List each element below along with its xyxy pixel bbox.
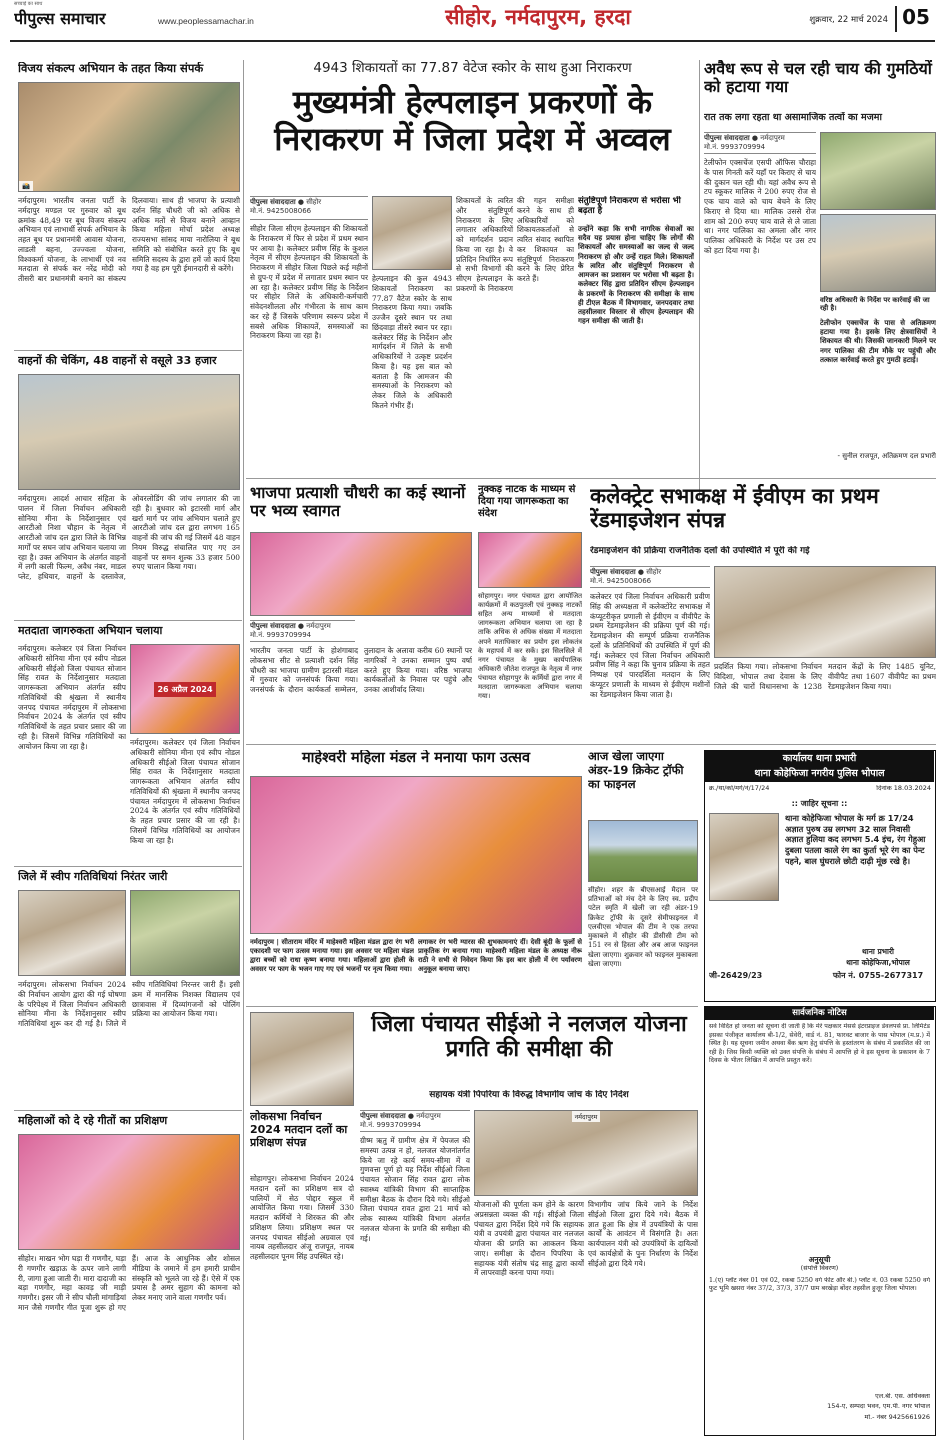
lead-byline-row: पीपुल्स संवाददाता ● सीहोर: [250, 198, 322, 206]
chai-body: टेलीफोन एक्सचेंज एसपी ऑफिस चौराहा के पास गिनती करें यहाँ पर किराए से चाय की दुकान चल रही थी। यहां अवैध रूप से टप स्कूकर मालिक ने 200 रुपए रोज से एक चाय वाले को चाय बेचने के लिए किराए से दिया था। मालिक उससे रोज शाम को 200 रुपए चाय वाले से ले जाता था। नगर पालिका का अमला और नगर पालिका अधिकारी के निर्देश पर उस टप को हटा दिया गया है।: [704, 158, 816, 255]
page-number: 05: [895, 6, 935, 32]
byline-mobile: मो.नं. 9425008066: [590, 577, 652, 585]
awareness-headline: मतदाता जागरुकता अभियान चलाया: [18, 624, 163, 637]
awareness-body-left: नर्मदापुरम। कलेक्टर एवं जिला निर्वाचन अधिकारी सोनिया मीना एवं स्वीप नोडल अधिकारी सीईओ जिला पंचायत सोजान सिंह रावत के निर्देशानुसार मतदाता जागरूकता अभियान अंतर्गत स्वीप गतिविधियों की श्रृंखला में स्थानीय जनपद पंचायत नर्मदापुरम में लोकसभा निर्वाचन 2024 के अंतर्गत एवं स्वीप गतिविधियों के तहत प्रचार प्रसार की जा रही है। जिसमें विभिन्न गतिविधियों का आयोजन किया जा रहा है।: [18, 644, 126, 751]
cricket-body: सीहोर। शहर के बीएसआई मैदान पर प्रतिभाओं को मंच देने के लिए स्व. प्रदीप पटेल स्मृति में खेली जा रही अंडर-19 क्रिकेट ट्रॉफी के दूसरे सेमीफाइनल में एलवीएस भोपाल की टीम ने एक तरफा मुकाबले में सीहोर की डीसीसी टीम को 151 रन से हिस्ता और अब आज फाइनल खेला जाएगा। शुक्रवार को फाइनल मुकाबला खेला जाएगा।: [588, 886, 698, 968]
column-rule: [243, 60, 244, 1440]
vehicles-headline: वाहनों की चेकिंग, 48 वाहनों से वसूले 33 हजार: [18, 354, 217, 367]
awareness-body-right: नर्मदापुरम। कलेक्टर एवं जिला निर्वाचन अधिकारी सोनिया मीना एवं स्वीप नोडल अधिकारी सीईओ जिला पंचायत सोजान सिंह रावत के निर्देशानुसार मतदाता जागरूकता अभियान अंतर्गत स्वीप गतिविधियों की श्रृंखला में स्थानीय जनपद पंचायत नर्मदापुरम में लोकसभा निर्वाचन 2024 के अंतर्गत एवं स्वीप गतिविधियों के तहत प्रचार प्रसार की जा रही है। जिसमें विभिन्न गतिविधियों का आयोजन किया जा रहा है।: [130, 738, 240, 845]
sweep-headline: जिले में स्वीप गतिविधियां निरंतर जारी: [18, 870, 168, 883]
chai-caption: वरिष्ठ अधिकारी के निर्देश पर कार्रवाई की जा रही है।: [820, 296, 930, 313]
vehicles-photo: [18, 374, 240, 490]
fag-photo: [250, 776, 582, 934]
evm-subhead: रेंडमाइजेशन की प्रक्रिया राजनैतिक दलों की उपस्थिति में पूरी की गई: [590, 546, 810, 556]
evm-photo: [714, 566, 936, 658]
ceo-byline-row: पीपुल्स संवाददाता ● नर्मदापुरम: [360, 1112, 441, 1120]
evm-byline-row: पीपुल्स संवाददाता ● सीहोर: [590, 568, 662, 576]
byline-place: सीहोर: [646, 568, 662, 576]
songs-headline: महिलाओं को दे रहे गीतों का प्रशिक्षण: [18, 1114, 168, 1127]
lead-sidebar-title: संतुष्टिपूर्ण निराकरण से भरोसा भी बढ़ता है: [578, 196, 681, 217]
byline-place: नर्मदापुरम: [416, 1112, 441, 1120]
police-label: :: जाहिर सूचना ::: [791, 799, 848, 808]
training-body: सोहागपुर। लोकसभा निर्वाचन 2024 मतदान दलों का प्रशिक्षण सत्र दो पालियों में सेठ पोद्दार स्कूल में आयोजित किया गया। जिसमें 330 मतदान कर्मियों ने शिरकत की और प्रशिक्षण लिया। प्रशिक्षण स्थल पर जनपद पंचायत सीईओ अग्रवाल एवं नायब तहसीलदार अंजू राजपूत, नायब तहसीलदार पूनम सिंह उपस्थित रहे।: [250, 1174, 354, 1262]
sweep-photo-1: [18, 890, 126, 976]
vijay-body: नर्मदापुरम। भारतीय जनता पार्टी के नर्मदापुर मण्डल पर गुरुवार को बूथ क्रमांक 48,49 पर बूथ विजय संकल्प अभियान एवं लाभार्थी संपर्क अभियान के तहत बूथ पर प्रधानमंत्री आवास योजना, लाडली बहना, उज्ज्वला योजना, विश्वकर्मा योजना, के लाभार्थी एवं नव मतदाता से संपर्क कर नरेंद्र मोदी को तीसरी बार प्रधानमंत्री बनाने का संकल्प दिलवाया। साथ ही भाजपा के प्रत्याशी दर्शन सिंह चौधरी जी को अधिक से अधिक मतों से विजय बनाने आव्हान किया महिला मोर्चा प्रदेश अध्यक्ष राज्यसभा सांसद माया नारोलिया ने बूथ समिति को संबोधित करते हुए कि बूथ समिति सदस्य के द्वारा हमें जो कार्य दिया गया है वह हम पूरी ईमानदारी से करेंगे।: [18, 196, 240, 284]
ceo-photo-label: नर्मदापुरम: [572, 1111, 601, 1122]
poster-date: 26 अप्रैल 2024: [154, 682, 215, 697]
vijay-photo: [18, 82, 240, 192]
police-officer-station: थाना कोहेफिजा,भोपाल: [846, 958, 910, 967]
chai-subhead: रात तक लगा रहता था असामाजिक तत्वों का मजमा: [704, 112, 882, 123]
section-rule: [14, 1110, 242, 1111]
byline-mobile: मो.नं. 9993709994: [250, 631, 312, 639]
evm-headline: कलेक्ट्रेट सभाकक्ष में ईवीएम का प्रथम रेंडमाइजेशन संपन्न: [590, 484, 879, 533]
sweep-body: नर्मदापुरम। लोकसभा निर्वाचन 2024 की निर्वाचन आयोग द्वारा की गई घोषणा के परिपेक्ष्य में जिला निर्वाचन अधिकारी सोनिया मीना के निर्देशानुसार स्वीप गतिविधियां शुरू कर दी गई है। जिले में स्वीप गतिविधियां निरन्तर जारी हैं। इसी क्रम में मानसिक निशक्त विद्यालय एवं छात्रावास में दिव्यांगजनों को पोलिंग प्रक्रिया का आयोजन किया गया।: [18, 980, 240, 1029]
police-ad-no: जी-26429/23: [709, 971, 763, 980]
police-officer: थाना प्रभारी: [862, 947, 894, 956]
songs-photo: [18, 1134, 240, 1250]
natak-body: सोहागपुर। नगर पंचायत द्वारा आयोजित कार्यक्रमों में कठपुतली एवं नुक्कड़ नाटकों सहित अन्य माध्यमों से मतदाता जागरूकता अभियान चलाया जा रहा है ताकि अधिक से अधिक संख्या में मतदाता अपने मताधिकार का प्रयोग इस लोकतंत्र के महापर्व में कर सकें। इस सिलसिले में नगर पंचायत के मुख्य कार्यपालिक अधिकारी जीतेश राजपूत के नेतृत्व में नगर पंचायत सोहागपुर के कर्मियों द्वारा नगर में मतदाता जागरूकता अभियान चलाया गया।: [478, 592, 582, 701]
ceo-subhead: सहायक यंत्री पिपरिया के विरुद्ध विभागीय जांच के दिए निर्देश: [429, 1090, 629, 1100]
chai-photo-2: [820, 214, 936, 292]
notice-address: 154-ए, सम्पदा भवन, एम.पी. नगर भोपाल: [827, 1403, 930, 1410]
vijay-headline: विजय संकल्प अभियान के तहत किया संपर्क: [18, 62, 204, 75]
police-date: दिनांक 18.03.2024: [876, 785, 931, 792]
masthead-rule: [10, 40, 935, 42]
byline-name: पीपुल्स संवाददाता: [590, 568, 636, 576]
training-headline: लोकसभा निर्वाचन 2024 मतदान दलों का प्रशिक्षण संपन्न: [250, 1110, 348, 1150]
ceo-photo: [474, 1110, 698, 1196]
evm-byline-main: [590, 566, 710, 588]
bjp-photo: [250, 532, 472, 616]
section-rule: [14, 866, 242, 867]
newspaper-logo: पीपुल्स समाचार: [14, 9, 106, 28]
section-rule: [14, 350, 242, 351]
group-photo-icon: 📸: [19, 181, 33, 191]
notice-mobile: मो.- नंबर 9425661926: [864, 1414, 930, 1421]
chai-photo-1: [820, 132, 936, 210]
police-body: थाना कोहेफिजा भोपाल के मर्ग क्र 17/24 अज्ञात पुरुष उम्र लगभग 32 साल निवासी अज्ञात हुलिया कद लगभग 5.4 इंच, रंग गेहुआ दुबला पतला काले रंग का कुर्ता भूरे रंग का पेन्ट पहने, बाल घुंघराले छोटी दाढ़ी मूंछ रखे है।: [785, 813, 926, 866]
byline-place: नर्मदापुरम: [760, 134, 785, 142]
cricket-photo: [588, 820, 698, 882]
section-rule: [246, 1006, 698, 1007]
section-rule: [246, 744, 936, 745]
bjp-byline: [250, 620, 355, 642]
ceo-body-2: योजनाओं की पूर्णता कम होने के कारण अप्रसन्नता व्यक्त की गई। सीईओ जिला पंचायत द्वारा निर्देश दिये गये कि सहायक यंत्री व उपयंत्री द्वारा पंचायत वार नलजल योजना की प्रगति का आकलन किया जाए। समीक्षा के दौरान पिपरिया के सहायक यंत्री संतोष चंद्र साहू द्वारा कार्यों में लापरवाही करना पाया गया।: [474, 1200, 584, 1278]
police-ref: क्र./था/को/मर्ग/नं/17/24: [709, 785, 770, 792]
byline-place: सीहोर: [306, 198, 322, 206]
police-phone: फोन नं. 0755-2677317: [832, 971, 924, 980]
lead-body-col2: हेल्पलाइन की कुल 4943 शिकायतों निराकरण का 77.87 वैटेज स्कोर के साथ निराकरण किया गया। जबकि उज्जैन दूसरे स्थान पर तथा छिंदवाड़ा तीसरे स्थान पर रहा। कलेक्टर सिंह के निर्देशन और मार्गदर्शन में जिले के सभी अधिकारियों ने उत्कृष्ट प्रदर्शन किया है। यह इस बात को बताता है कि आमजन की समस्याओं के निराकरण को लेकर जिले के अधिकारी कितने गंभीर हैं।: [372, 274, 452, 410]
bjp-body: भारतीय जनता पार्टी के होशंगाबाद लोकसभा सीट से प्रत्याशी दर्शन सिंह चौधरी का भाजपा ग्रामीण इटारसी मंडल में गुरुवार को जनसंपर्क किया गया। जनसंपर्क के दौरान कार्यकर्ता सम्मेलन, तुलादान के अलावा करीब 60 स्थानों पर नागरिकों ने उनका सम्मान पुष्प वर्षा करते हुए किया गया। वरिष्ठ भाजपा कार्यकर्ताओं के निवास पर पहुंचे और उनका आशीर्वाद लिया।: [250, 646, 472, 695]
ceo-body: ग्रीष्म ऋतु में ग्रामीण क्षेत्र में पेयजल की समस्या उत्पन्न न हो, नलजल योजनांतर्गत किये जा रहे कार्य समय-सीमा में व गुणवत्ता पूर्ण हो यह निर्देश सीईओ जिला पंचायत सोजान सिंह रावत द्वारा लोक स्वास्थ्य यांत्रिकी विभाग की साप्ताहिक समीक्षा बैठक के दौरान दिये गये। सीईओ जिला पंचायत रावत द्वारा 21 मार्च को लोक स्वास्थ्य यांत्रिकी विभाग अंतर्गत नलजल योजना के प्रगति की समीक्षा की गई।: [360, 1136, 470, 1243]
lead-kicker: 4943 शिकायतों का 77.87 वेटेज स्कोर के साथ हुआ निराकरण: [313, 60, 632, 76]
ceo-body-3: विभागीय जांच किये जाने के निर्देश सीईओ जिला द्वारा दिये गये। बैठक में ज्ञात हुआ कि क्षेत्र में उपयंत्रियों के पास कार्यों के आवंटन में विसंगति है। अतः कार्यपालन यंत्री को उपयंत्रियों के दायित्वों एवं कार्यक्षेत्रों के पुनः निर्धारण के निर्देश सीईओ द्वारा दिये गये।: [588, 1200, 698, 1268]
public-notice-title: सार्वजनिक नोटिस: [705, 1007, 934, 1020]
evm-body: कलेक्टर एवं जिला निर्वाचन अधिकारी प्रवीण सिंह की अध्यक्षता में कलेक्टोरेट सभाकक्ष में कंप्यूटरीकृत प्रणाली से ईवीएम व वीवीपैट के प्रथम रेंडमाइजेशन की प्रक्रिया पूर्ण की गई। रेंडमाइजेशन की सम्पूर्ण प्रक्रिया राजनैतिक दलों के प्रतिनिधियों की उपस्थिति में पूर्ण की गई। कलेक्टर एवं जिला निर्वाचन अधिकारी प्रवीण सिंह ने कहा कि चुनाव प्रक्रिया के तहत निष्पक्ष एवं पारदर्शिता मतदान के लिए कंप्यूटर प्रणाली के माध्यम से ईवीएम मशीनों का रेंडमाइजेशन किया जाता है।: [590, 592, 710, 699]
lead-body-col3: शिकायतों के त्वरित और संतुष्टिपूर्ण निराकरण के लिए लगातार अधिकारियों को मार्गदर्शन प्रदान किया जा रहा है। वे प्रतिदिन निर्धारित रूप से सभी विभागों की सीएम हेल्पलाइन के प्रकरणों के निराकरण की गहन समीक्षा करने के साथ ही अधिकारियों को शिकायतकर्ताओं से त्वरित संवाद स्थापित कर शिकायत का संतुष्टिपूर्ण निराकरण करने के लिए प्रेरित करते हैं।: [456, 196, 574, 293]
chai-byline-row: पीपुल्स संवाददाता ● नर्मदापुरम: [704, 134, 785, 142]
vehicles-body: नर्मदापुरम। आदर्श आचार संहिता के पालन में जिला निर्वाचन अधिकारी सोनिया मीना के निर्देशानुसार एवं आरटीओ निशा चौहान के नेतृत्व में आरटीओ जांच दल द्वारा जिले के विभिन्न मार्गों पर सघन जांच अभियान चलाया जा रहा है। उक्त अभियान के अंतर्गत वाहनों में लगी काली फिल्म, अवैध नंबर, माडल प्लेट, हथियार, वाहनों के दस्तावेज, ओवरलोडिंग की जांच लगातार की जा रही है। बुधवार को इटारसी मार्ग और खर्रा मार्ग पर जांच अभियान चलाते हुए आरटीओ जांच दल द्वारा लगभग 165 वाहनों की जांच की गई जिसमें 48 वाहन नियम विरुद्ध संचालित पाए गए उन वाहनों पर समन शुल्क 33 हजार 500 रुपए चालान किया गया।: [18, 494, 240, 582]
byline-name: पीपुल्स संवाददाता: [360, 1112, 406, 1120]
training-photo: [250, 1012, 354, 1106]
column-rule: [699, 60, 700, 500]
bjp-headline: भाजपा प्रत्याशी चौधरी का कई स्थानों पर भव्य स्वागत: [250, 484, 466, 521]
cricket-headline: आज खेला जाएगा अंडर-19 क्रिकेट ट्रॉफी का फाइनल: [588, 750, 684, 791]
byline-mobile: मो.नं. 9993709994: [360, 1121, 422, 1129]
chai-signature: - सुनील राजपूत, अतिक्रमण दल प्रभारी: [837, 452, 936, 460]
chai-body-2: टेलीफोन एक्सचेंज के पास से अतिक्रमण हटाया गया है। इसके लिए क्षेत्रवासियों ने शिकायत की थी। जिसकी जानकारी मिलने पर नगर पालिका की टीम मौके पर पहुंची और तत्काल कार्रवाई करते हुए गुमठी हटाई।: [820, 318, 936, 364]
public-notice-body: सर्व विदित हो जनता को सूचना दी जाती है कि मेरे पक्षकार मेसर्स इंटरप्राइज डेवलपर्स प्रा. लिमिटेड इसका पंजीकृत कार्यालय बी-1/2, सेवेरी, वार्ड नं. 81, फारवट बाजार के पास भोपाल (म.प्र.) में स्थित है। यह सूचना जमीन अथवा बैंक ऋण हेतु संपत्ति के हस्तांतरण के संबंध में प्रकाशित की जा रही है। जिस किसी व्यक्ति को उक्त संपत्ति के संबंध में आपत्ति हो वे इस सूचना के प्रकाशन के 7 दिवस के भीतर लिखित में आपत्ति प्रस्तुत करें।: [709, 1023, 930, 1064]
ceo-byline: [360, 1110, 470, 1132]
evm-body-2: प्रदर्शित किया गया। लोकसभा निर्वाचन विदिशा, भोपाल तथा देवास के लिए जिले की चारों विधानसभा के 1238 मतदान केंद्रों के लिए 1485 यूनिट, वीवीपैट तथा 1607 वीवीपैट का प्रथम रेंडमाइजेशन किया गया।: [714, 662, 936, 691]
awareness-poster: [130, 644, 240, 734]
chai-headline: अवैध रूप से चल रही चाय की गुमठियों को हटाया गया: [704, 60, 932, 97]
byline-name: पीपुल्स संवाददाता: [704, 134, 750, 142]
logo-tag: सच्चाई का साथ: [14, 1, 43, 7]
schedule-body: 1.(ए) प्लॉट नंबर 01 एवं 02, रकबा 5250 वर्ग फीट और बी.) प्लॉट नं. 03 रकबा 5250 वर्ग फुट भूमि खसरा नंबर 37/2, 37/3, 37/7 ग्राम बरखेड़ा बोंदर तहसील हुजूर जिला भोपाल।: [709, 1277, 930, 1293]
masthead: [0, 0, 945, 44]
fag-caption-1: नर्मदापुरम | सीताराम मंदिर में माहेश्वरी महिला मंडल द्वारा रंग भरी एकादशी पर फाग उत्सव मनाया गया। इस अवसर पर महिला मंडल द्वारा बच्चों को राधा कृष्ण बनाया गया। महिलाओं द्वारा होली के अवसर पर फाग के भजन गाए गए एवं भजनों पर नृत्य किया गया।: [250, 938, 414, 973]
section-rule: [246, 478, 936, 479]
byline-place: नर्मदापुरम: [306, 622, 331, 630]
issue-date: शुक्रवार, 22 मार्च 2024: [809, 15, 888, 25]
lead-sidebar-body: उन्होंने कहा कि सभी नागरिक सेवाओं का सदैव यह प्रयास होना चाहिए कि लोगों की शिकायतों और समस्याओं का जल्द से जल्द निराकरण हो और उन्हें राहत मिले। शिकायतों के त्वरित और संतुष्टिपूर्ण निराकरण से आमजन का प्रशासन पर भरोसा भी बढ़ता है। कलेक्टर सिंह द्वारा प्रतिदिन सीएम हेल्पलाइन के प्रकरणों के निराकरण की समीक्षा के साथ ही टीएल बैठक में विभागवार, जनपदवार तथा तहसीलवार विस्तार से सीएम हेल्पलाइन की गहन समीक्षा की जाती है।: [578, 224, 694, 326]
byline-name: पीपुल्स संवाददाता: [250, 198, 296, 206]
website[interactable]: www.peoplessamachar.in: [158, 16, 254, 26]
missing-person-photo: [709, 813, 779, 901]
lead-body-col1: सीहोर जिला सीएम हेल्पलाइन की शिकायतों के निराकरण में फिर से प्रदेश में प्रथम स्थान पर आया है। कलेक्टर प्रवीण सिंह के कुशल नेतृत्व में सीएम हेल्पलाइन की शिकायतों के निराकरण में सीहोर जिला पिछले कई महीनों से ग्रुप-ए में प्रदेश में लगातार प्रथम स्थान पर आ रहा है। कलेक्टर प्रवीण सिंह के निर्देशन पर सीहोर जिले के अधिकारी-कर्मचारी संवेदनशीलता और गंभीरता के साथ काम कर रहे हैं जिसके परिणाम स्वरूप प्रदेश में सबसे अधिक शिकायतें, समस्याओं का निराकरण किया जा रहा है।: [250, 224, 368, 341]
edition-title: सीहोर, नर्मदापुरम, हरदा: [445, 5, 631, 29]
schedule-title: अनुसूची: [808, 1255, 831, 1264]
public-notice: [704, 1006, 936, 1436]
schedule-subtitle: (संपत्ति विवरण): [800, 1265, 839, 1272]
natak-photo: [478, 532, 582, 588]
natak-headline: नुक्कड़ नाटक के माध्यम से दिया गया जागरूकता का संदेश: [478, 484, 576, 519]
byline-mobile: मो.नं. 9993709994: [704, 143, 766, 151]
notice-signer: एल.बी. एस. अधिवक्ता: [875, 1393, 930, 1400]
lead-headline: मुख्यमंत्री हेल्पलाइन प्रकरणों के निराकरण में जिला प्रदेश में अव्वल: [274, 84, 671, 158]
fag-caption-2: लगाकर रंग भरी ग्यारस की शुभकामनाएं दीं। देसी बूंदी के फूलों से प्राकृतिक रंग बनाया गया। माहेश्वरी महिला मंडल के अध्यक्ष नीरू राठी ने सभी से निवेदन किया कि इस बार होली में रंग पर्यावरण अनुकूल बनाया जाए।: [418, 938, 582, 973]
fag-headline: माहेश्वरी महिला मंडल ने मनाया फाग उत्सव: [301, 750, 531, 766]
section-rule: [14, 620, 242, 621]
police-notice-title: कार्यालय थाना प्रभारी: [705, 751, 934, 766]
ceo-headline: जिला पंचायत सीईओ ने नलजल योजना प्रगति की समीक्षा की: [371, 1012, 687, 1063]
lead-collector-photo: [372, 196, 452, 270]
sweep-photo-2: [130, 890, 240, 976]
chai-byline: [704, 132, 816, 154]
police-notice-subtitle: थाना कोहेफिजा नगरीय पुलिस भोपाल: [705, 766, 934, 782]
byline-name: पीपुल्स संवाददाता: [250, 622, 296, 630]
police-notice: [704, 750, 936, 1002]
lead-byline: [250, 196, 368, 220]
bjp-byline-row: पीपुल्स संवाददाता ● नर्मदापुरम: [250, 622, 331, 630]
songs-body: सीहोर। माखन भोग घड़ा री गणगौर, घड़ा री गणगौर खड़ाऊ के ऊपर जाने लागी री, जागा हुआ जाती री। मारा दादाजी का बड़ा गणगौर, महा कावड़ जी माड़ी गणगौर। इसर जी ने सीप चौली मांगाड़ियां मान जैसे गणगौर गीत पूजा शुरू हो गए हैं। आज के आधुनिक और शोसल मीडिया के जमाने में हम हमारी प्राचीन संस्कृति को भूलते जा रहे हैं। ऐसे में एक प्रयास है अमर सुहाग की कामना को लेकर मनाए जाने वाला गणगौर पर्व।: [18, 1254, 240, 1312]
byline-mobile: मो.नं. 9425008066: [250, 207, 312, 215]
